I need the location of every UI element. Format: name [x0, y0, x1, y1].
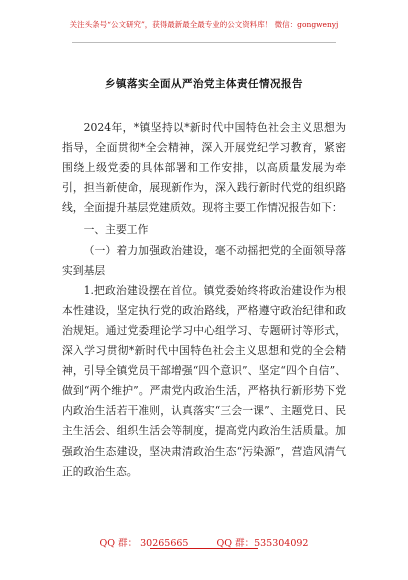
header-divider	[72, 42, 336, 43]
item-paragraph: 1.把政治建设摆在首位。镇党委始终将政治建设作为根本性建设，坚定执行党的政治路线，严格遵守政治纪律和政治规矩。通过党委理论学习中心组学习、专题研讨等形式，深入学习贯彻*新时代中国特色社会主义思想和党的全会精神，引导全镇党员干部增强“四个意识”、坚定“四个自信”、做到“两个维护”。严肃党内政治生活，严格执行新形势下党内政治生活若干准则，认真落实“三会一课”、主题党日、民主生活会、组织生活会等制度，提高党内政治生活质量。加强政治生态建设，坚决肃清政治生态“污染源”，营造风清气正的政治生态。	[62, 283, 346, 478]
footer-qq-right: QQ 群：535304092	[216, 538, 309, 549]
document-title: 乡镇落实全面从严治党主体责任情况报告	[105, 78, 303, 90]
document-body	[62, 118, 346, 482]
footer-contacts	[0, 535, 408, 549]
subsection-heading: （一）着力加强政治建设，毫不动摇把党的全面领导落实到基层	[62, 243, 346, 277]
footer-underline	[150, 548, 258, 549]
section-heading: 一、主要工作	[83, 223, 149, 237]
header-banner: 关注头条号“公文研究”，获得最新最全最专业的公文资料库！ 微信：gongwenyj	[69, 20, 339, 29]
footer-qq-left: QQ 群： 30265665	[99, 538, 189, 549]
intro-paragraph: 2024年，*镇坚持以*新时代中国特色社会主义思想为指导，全面贯彻*全会精神，深入开展党纪学习教育，紧密围绕上级党委的具体部署和工作安排，以高质量发展为牵引，担当新使命，展现新作为，深入践行新时代党的组织路线，全面提升基层党建质效。现将主要工作情况报告如下：	[62, 121, 346, 215]
